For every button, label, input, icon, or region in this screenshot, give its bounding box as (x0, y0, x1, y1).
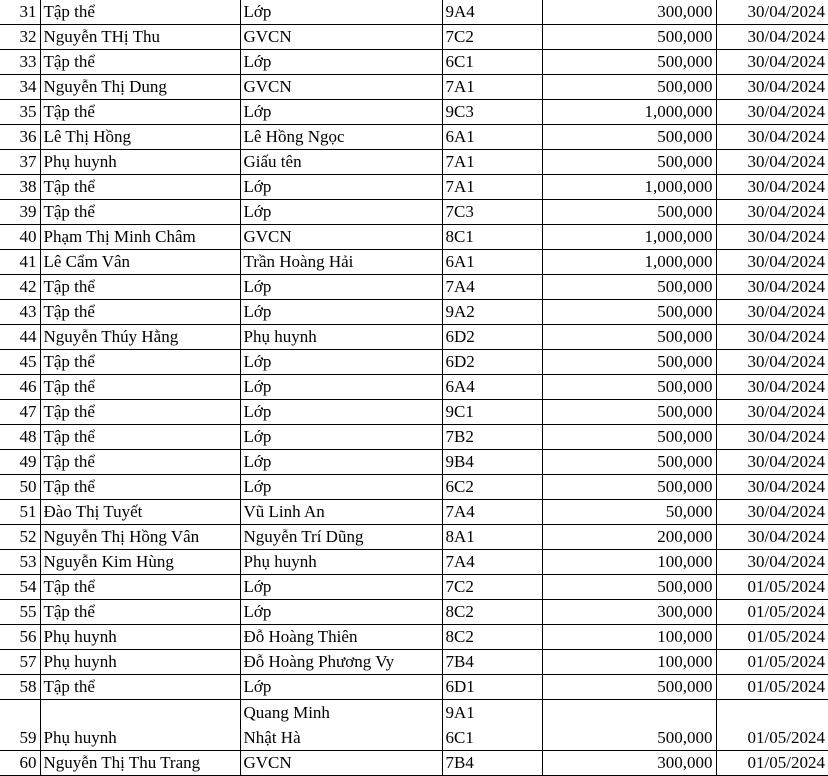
date: 30/04/2024 (716, 75, 828, 100)
class-code: 9A2 (442, 300, 542, 325)
date: 30/04/2024 (716, 425, 828, 450)
table-row (0, 650, 828, 675)
amount: 500,000 (542, 450, 716, 475)
amount: 500,000 (542, 50, 716, 75)
donor-name: Tập thể (40, 200, 240, 225)
date: 01/05/2024 (716, 575, 828, 600)
class-code: 9A4 (442, 0, 542, 25)
table-row (0, 675, 828, 700)
date: 30/04/2024 (716, 200, 828, 225)
date: 30/04/2024 (716, 325, 828, 350)
donor-name: Tập thể (40, 275, 240, 300)
row-number: 50 (0, 475, 40, 500)
donor-name: Nguyễn Thị Hồng Vân (40, 525, 240, 550)
class-code (442, 700, 542, 751)
recipient-name: Lớp (240, 675, 442, 700)
amount: 1,000,000 (542, 100, 716, 125)
donor-name: Tập thể (40, 475, 240, 500)
recipient-name: Lớp (240, 375, 442, 400)
recipient-name: Đỗ Hoàng Thiên (240, 625, 442, 650)
recipient-name: Lớp (240, 450, 442, 475)
date: 01/05/2024 (716, 625, 828, 650)
donor-name: Tập thể (40, 400, 240, 425)
date: 30/04/2024 (716, 300, 828, 325)
class-code: 6A4 (442, 375, 542, 400)
amount: 500,000 (542, 150, 716, 175)
date: 01/05/2024 (716, 751, 828, 776)
table-row (0, 50, 828, 75)
table-row (0, 350, 828, 375)
table-row (0, 175, 828, 200)
donor-name: Tập thể (40, 600, 240, 625)
date: 30/04/2024 (716, 275, 828, 300)
date: 01/05/2024 (716, 675, 828, 700)
table-row (0, 600, 828, 625)
recipient-name: Nguyễn Trí Dũng (240, 525, 442, 550)
recipient-line-1: Quang Minh (243, 703, 330, 722)
row-number: 51 (0, 500, 40, 525)
recipient-name: GVCN (240, 75, 442, 100)
class-code: 6D1 (442, 675, 542, 700)
row-number: 38 (0, 175, 40, 200)
amount: 500,000 (542, 200, 716, 225)
row-number: 53 (0, 550, 40, 575)
donor-name: Tập thể (40, 50, 240, 75)
table-row (0, 25, 828, 50)
class-code: 8C2 (442, 600, 542, 625)
table-row (0, 150, 828, 175)
donor-name: Tập thể (40, 0, 240, 25)
recipient-line-2: Nhật Hà (243, 728, 301, 747)
date: 30/04/2024 (716, 175, 828, 200)
row-number: 44 (0, 325, 40, 350)
amount: 50,000 (542, 500, 716, 525)
row-number: 46 (0, 375, 40, 400)
recipient-name: GVCN (240, 25, 442, 50)
amount: 300,000 (542, 600, 716, 625)
class-code: 6D2 (442, 350, 542, 375)
row-number: 45 (0, 350, 40, 375)
class-code: 7A1 (442, 150, 542, 175)
row-number: 37 (0, 150, 40, 175)
donor-name: Nguyễn Thúy Hằng (40, 325, 240, 350)
table-row (0, 400, 828, 425)
date: 30/04/2024 (716, 50, 828, 75)
class-code: 6D2 (442, 325, 542, 350)
row-number: 49 (0, 450, 40, 475)
table-row-60 (0, 751, 828, 776)
row-number: 56 (0, 625, 40, 650)
class-code: 7C2 (442, 575, 542, 600)
amount: 500,000 (542, 425, 716, 450)
donor-name: Nguyễn Thị Dung (40, 75, 240, 100)
row-number: 47 (0, 400, 40, 425)
recipient-name: Lê Hồng Ngọc (240, 125, 442, 150)
amount: 500,000 (542, 325, 716, 350)
table-row (0, 200, 828, 225)
row-number: 40 (0, 225, 40, 250)
row-number: 32 (0, 25, 40, 50)
date: 01/05/2024 (716, 600, 828, 625)
class-code: 6C1 (442, 50, 542, 75)
donor-name: Tập thể (40, 575, 240, 600)
date: 30/04/2024 (716, 375, 828, 400)
row-number: 39 (0, 200, 40, 225)
donor-name: Tập thể (40, 350, 240, 375)
amount: 500,000 (542, 375, 716, 400)
class-code: 7C3 (442, 200, 542, 225)
amount: 200,000 (542, 525, 716, 550)
row-number: 31 (0, 0, 40, 25)
donor-name: Tập thể (40, 175, 240, 200)
amount: 500,000 (542, 300, 716, 325)
amount: 500,000 (542, 25, 716, 50)
date: 01/05/2024 (716, 650, 828, 675)
date: 30/04/2024 (716, 500, 828, 525)
class-code: 7A1 (442, 75, 542, 100)
donor-name: Phạm Thị Minh Châm (40, 225, 240, 250)
recipient-name: Lớp (240, 0, 442, 25)
class-code: 8A1 (442, 525, 542, 550)
date: 30/04/2024 (716, 550, 828, 575)
donor-name: Lê Thị Hồng (40, 125, 240, 150)
amount: 300,000 (542, 0, 716, 25)
row-number: 42 (0, 275, 40, 300)
donor-name: Tập thể (40, 100, 240, 125)
table-row (0, 250, 828, 275)
date: 30/04/2024 (716, 150, 828, 175)
date: 30/04/2024 (716, 0, 828, 25)
donor-name: Phụ huynh (40, 650, 240, 675)
recipient-name (240, 700, 442, 751)
table-row (0, 225, 828, 250)
recipient-name: Trần Hoàng Hải (240, 250, 442, 275)
date: 30/04/2024 (716, 450, 828, 475)
table-row (0, 300, 828, 325)
table-row (0, 625, 828, 650)
recipient-name: Lớp (240, 200, 442, 225)
recipient-name: Lớp (240, 275, 442, 300)
amount: 500,000 (542, 700, 716, 751)
row-number: 33 (0, 50, 40, 75)
amount: 1,000,000 (542, 250, 716, 275)
row-number: 36 (0, 125, 40, 150)
amount: 500,000 (542, 125, 716, 150)
donor-name: Phụ huynh (40, 700, 240, 751)
amount: 500,000 (542, 75, 716, 100)
amount: 1,000,000 (542, 225, 716, 250)
donor-name: Tập thể (40, 375, 240, 400)
class-code: 6A1 (442, 250, 542, 275)
class-code: 9C1 (442, 400, 542, 425)
class-code: 8C2 (442, 625, 542, 650)
row-number: 34 (0, 75, 40, 100)
class-code: 8C1 (442, 225, 542, 250)
amount: 500,000 (542, 675, 716, 700)
class-code: 7A4 (442, 275, 542, 300)
row-number: 35 (0, 100, 40, 125)
date: 30/04/2024 (716, 350, 828, 375)
row-number: 59 (0, 700, 40, 751)
recipient-name: Giấu tên (240, 150, 442, 175)
class-code: 6A1 (442, 125, 542, 150)
table-row (0, 550, 828, 575)
amount: 500,000 (542, 400, 716, 425)
amount: 500,000 (542, 475, 716, 500)
recipient-name: Phụ huynh (240, 325, 442, 350)
amount: 1,000,000 (542, 175, 716, 200)
recipient-name: Lớp (240, 350, 442, 375)
class-code: 7B4 (442, 650, 542, 675)
donor-name: Tập thể (40, 675, 240, 700)
row-number: 57 (0, 650, 40, 675)
row-number: 58 (0, 675, 40, 700)
table-row-59 (0, 700, 828, 751)
row-number: 52 (0, 525, 40, 550)
class-code: 9C3 (442, 100, 542, 125)
recipient-name: Lớp (240, 175, 442, 200)
amount: 500,000 (542, 575, 716, 600)
recipient-name: GVCN (240, 751, 442, 776)
donor-name: Nguyễn Kim Hùng (40, 550, 240, 575)
table-row (0, 425, 828, 450)
date: 30/04/2024 (716, 125, 828, 150)
row-number: 43 (0, 300, 40, 325)
recipient-name: Lớp (240, 600, 442, 625)
table-row (0, 0, 828, 25)
recipient-name: Lớp (240, 100, 442, 125)
date: 30/04/2024 (716, 475, 828, 500)
donor-name: Phụ huynh (40, 625, 240, 650)
table-row (0, 525, 828, 550)
table-row (0, 500, 828, 525)
table-row (0, 75, 828, 100)
date: 30/04/2024 (716, 400, 828, 425)
class-line-2: 6C1 (445, 728, 474, 747)
table-row (0, 475, 828, 500)
date: 01/05/2024 (716, 700, 828, 751)
table-row (0, 450, 828, 475)
row-number: 41 (0, 250, 40, 275)
recipient-name: Lớp (240, 50, 442, 75)
date: 30/04/2024 (716, 250, 828, 275)
class-code: 6C2 (442, 475, 542, 500)
date: 30/04/2024 (716, 525, 828, 550)
donor-name: Lê Cẩm Vân (40, 250, 240, 275)
class-code: 7C2 (442, 25, 542, 50)
table-row (0, 275, 828, 300)
amount: 100,000 (542, 550, 716, 575)
amount: 500,000 (542, 350, 716, 375)
class-code: 7B2 (442, 425, 542, 450)
class-code: 7B4 (442, 751, 542, 776)
donor-name: Tập thể (40, 300, 240, 325)
amount: 500,000 (542, 275, 716, 300)
amount: 300,000 (542, 751, 716, 776)
class-code: 7A1 (442, 175, 542, 200)
class-code: 9B4 (442, 450, 542, 475)
recipient-name: Lớp (240, 400, 442, 425)
donor-name: Nguyễn THị Thu (40, 25, 240, 50)
class-code: 7A4 (442, 550, 542, 575)
row-number: 48 (0, 425, 40, 450)
recipient-name: Đỗ Hoàng Phương Vy (240, 650, 442, 675)
recipient-name: Phụ huynh (240, 550, 442, 575)
donor-name: Đào Thị Tuyết (40, 500, 240, 525)
recipient-name: Lớp (240, 475, 442, 500)
class-code: 7A4 (442, 500, 542, 525)
donor-name: Phụ huynh (40, 150, 240, 175)
date: 30/04/2024 (716, 225, 828, 250)
date: 30/04/2024 (716, 100, 828, 125)
donor-name: Tập thể (40, 425, 240, 450)
row-number: 54 (0, 575, 40, 600)
table-row (0, 100, 828, 125)
recipient-name: Lớp (240, 425, 442, 450)
table-row (0, 575, 828, 600)
amount: 100,000 (542, 625, 716, 650)
recipient-name: Vũ Linh An (240, 500, 442, 525)
table-row (0, 375, 828, 400)
recipient-name: GVCN (240, 225, 442, 250)
row-number: 60 (0, 751, 40, 776)
donor-name: Nguyễn Thị Thu Trang (40, 751, 240, 776)
date: 30/04/2024 (716, 25, 828, 50)
class-line-1: 9A1 (445, 703, 475, 722)
amount: 100,000 (542, 650, 716, 675)
donor-name: Tập thể (40, 450, 240, 475)
table-row (0, 125, 828, 150)
table-row (0, 325, 828, 350)
row-number: 55 (0, 600, 40, 625)
recipient-name: Lớp (240, 300, 442, 325)
recipient-name: Lớp (240, 575, 442, 600)
